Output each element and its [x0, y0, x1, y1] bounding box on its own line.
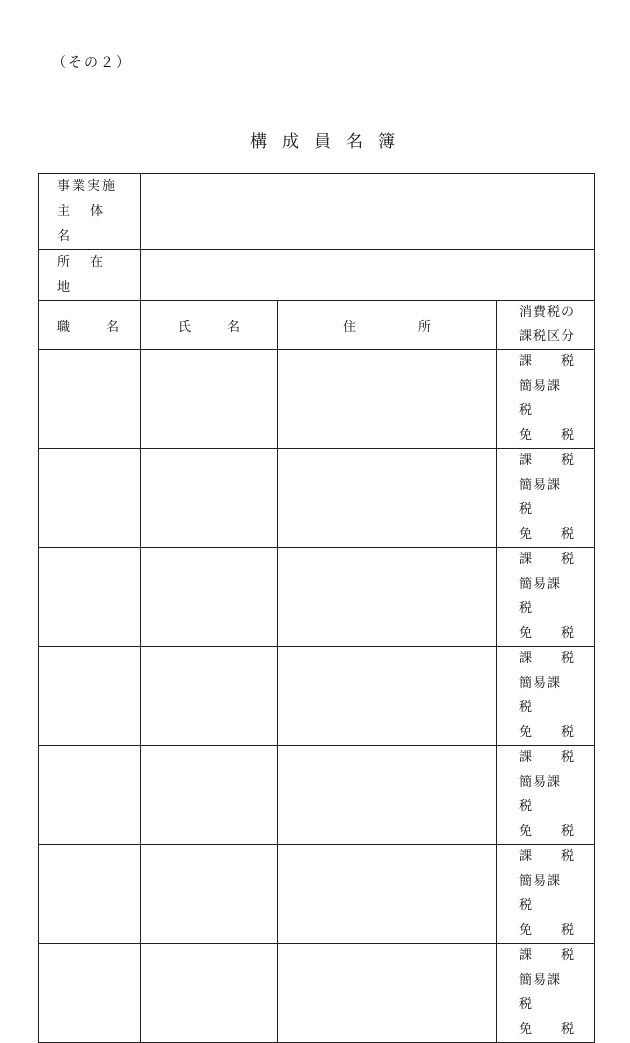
member-job-cell[interactable]: [39, 647, 141, 746]
member-row: [39, 449, 595, 548]
tax-option-exempt[interactable]: [519, 424, 574, 449]
member-tax-category-cell: [497, 350, 595, 449]
tax-option-exempt-b: 税: [561, 922, 575, 938]
tax-option-taxable-b: 税: [561, 552, 575, 567]
tax-option-simplified-label: 簡易課税: [519, 972, 562, 1012]
member-job-cell[interactable]: [39, 845, 141, 944]
address-field[interactable]: [141, 250, 595, 301]
tax-option-taxable-b: 税: [561, 849, 575, 864]
member-roster-table: [38, 173, 595, 1043]
column-header-tax: [497, 301, 595, 350]
member-job-cell[interactable]: [39, 746, 141, 845]
member-address-cell[interactable]: [278, 845, 497, 944]
address-label-text: 所 在 地: [57, 255, 112, 295]
tax-option-taxable-a: 課: [519, 354, 533, 369]
roster-body: [39, 174, 595, 1043]
page-title: 構成員名簿: [250, 132, 410, 152]
entity-row: [39, 174, 595, 250]
tax-option-simplified[interactable]: [519, 771, 574, 820]
tax-option-taxable[interactable]: [519, 350, 574, 375]
member-tax-category-cell: [497, 746, 595, 845]
tax-option-simplified[interactable]: [519, 573, 574, 622]
tax-option-exempt[interactable]: [519, 820, 574, 845]
tax-option-exempt-a: 免: [519, 625, 533, 641]
form-number-note: （その２）: [52, 55, 132, 71]
tax-option-exempt-a: 免: [519, 526, 533, 542]
member-address-cell[interactable]: [278, 746, 497, 845]
member-row: [39, 944, 595, 1043]
tax-option-exempt-b: 税: [561, 1021, 575, 1037]
tax-option-exempt-b: 税: [561, 427, 575, 443]
member-job-cell[interactable]: [39, 548, 141, 647]
tax-option-simplified-label: 簡易課税: [519, 378, 562, 418]
entity-label-line2: 主 体 名: [57, 204, 112, 244]
tax-option-exempt[interactable]: [519, 919, 574, 944]
member-tax-category-cell: [497, 548, 595, 647]
member-tax-category-cell: [497, 647, 595, 746]
member-name-cell[interactable]: [141, 845, 278, 944]
tax-option-exempt-a: 免: [519, 427, 533, 443]
column-header-name-b: 名: [227, 319, 241, 335]
member-address-cell[interactable]: [278, 548, 497, 647]
tax-option-taxable-b: 税: [561, 948, 575, 963]
tax-option-simplified[interactable]: [519, 474, 574, 523]
member-name-cell[interactable]: [141, 449, 278, 548]
member-name-cell[interactable]: [141, 746, 278, 845]
tax-option-exempt[interactable]: [519, 721, 574, 746]
tax-option-simplified-label: 簡易課税: [519, 774, 562, 814]
member-row: [39, 746, 595, 845]
member-name-cell[interactable]: [141, 944, 278, 1043]
tax-option-taxable[interactable]: [519, 647, 574, 672]
tax-option-taxable-a: 課: [519, 651, 533, 666]
tax-option-exempt-a: 免: [519, 724, 533, 740]
tax-option-taxable-a: 課: [519, 552, 533, 567]
member-row: [39, 350, 595, 449]
member-name-cell[interactable]: [141, 350, 278, 449]
tax-option-exempt-b: 税: [561, 526, 575, 542]
entity-label: [39, 174, 141, 250]
member-tax-category-cell: [497, 449, 595, 548]
tax-option-simplified-label: 簡易課税: [519, 477, 562, 517]
member-row: [39, 647, 595, 746]
tax-option-exempt-b: 税: [561, 823, 575, 839]
tax-option-simplified[interactable]: [519, 870, 574, 919]
member-job-cell[interactable]: [39, 449, 141, 548]
member-job-cell[interactable]: [39, 944, 141, 1043]
member-tax-category-cell: [497, 845, 595, 944]
tax-option-simplified-label: 簡易課税: [519, 675, 562, 715]
column-header-name: [141, 301, 278, 350]
member-name-cell[interactable]: [141, 548, 278, 647]
tax-option-taxable[interactable]: [519, 746, 574, 771]
tax-option-exempt-b: 税: [561, 625, 575, 641]
member-row: [39, 845, 595, 944]
column-header-address-a: 住: [342, 319, 356, 335]
member-job-cell[interactable]: [39, 350, 141, 449]
tax-option-taxable-b: 税: [561, 750, 575, 765]
tax-option-taxable[interactable]: [519, 944, 574, 969]
tax-option-taxable[interactable]: [519, 845, 574, 870]
tax-option-exempt-b: 税: [561, 724, 575, 740]
tax-option-taxable[interactable]: [519, 449, 574, 474]
column-header-job-a: 職: [57, 319, 71, 335]
tax-option-simplified-label: 簡易課税: [519, 873, 562, 913]
member-address-cell[interactable]: [278, 647, 497, 746]
tax-option-simplified-label: 簡易課税: [519, 576, 562, 616]
entity-field[interactable]: [141, 174, 595, 250]
tax-option-exempt[interactable]: [519, 523, 574, 548]
column-header-job-b: 名: [106, 319, 120, 335]
column-header-tax-line2: 課税区分: [519, 329, 576, 344]
member-row: [39, 548, 595, 647]
member-address-cell[interactable]: [278, 944, 497, 1043]
member-address-cell[interactable]: [278, 449, 497, 548]
address-row: [39, 250, 595, 301]
column-header-address-b: 所: [418, 319, 432, 335]
tax-option-taxable-a: 課: [519, 849, 533, 864]
tax-option-exempt-a: 免: [519, 1021, 533, 1037]
tax-option-exempt[interactable]: [519, 1018, 574, 1043]
column-header-name-a: 氏: [177, 319, 191, 335]
tax-option-taxable[interactable]: [519, 548, 574, 573]
column-header-row: [39, 301, 595, 350]
tax-option-exempt[interactable]: [519, 622, 574, 647]
column-header-address: [278, 301, 497, 350]
member-name-cell[interactable]: [141, 647, 278, 746]
tax-option-taxable-a: 課: [519, 948, 533, 963]
address-label: [39, 250, 141, 301]
tax-option-simplified[interactable]: [519, 969, 574, 1018]
entity-label-line1: 事業実施: [57, 179, 118, 194]
column-header-job: [39, 301, 141, 350]
tax-option-simplified[interactable]: [519, 375, 574, 424]
tax-option-taxable-a: 課: [519, 453, 533, 468]
tax-option-taxable-b: 税: [561, 453, 575, 468]
member-tax-category-cell: [497, 944, 595, 1043]
member-address-cell[interactable]: [278, 350, 497, 449]
tax-option-taxable-a: 課: [519, 750, 533, 765]
tax-option-taxable-b: 税: [561, 354, 575, 369]
tax-option-simplified[interactable]: [519, 672, 574, 721]
tax-option-exempt-a: 免: [519, 922, 533, 938]
tax-option-exempt-a: 免: [519, 823, 533, 839]
tax-option-taxable-b: 税: [561, 651, 575, 666]
column-header-tax-line1: 消費税の: [519, 305, 576, 320]
